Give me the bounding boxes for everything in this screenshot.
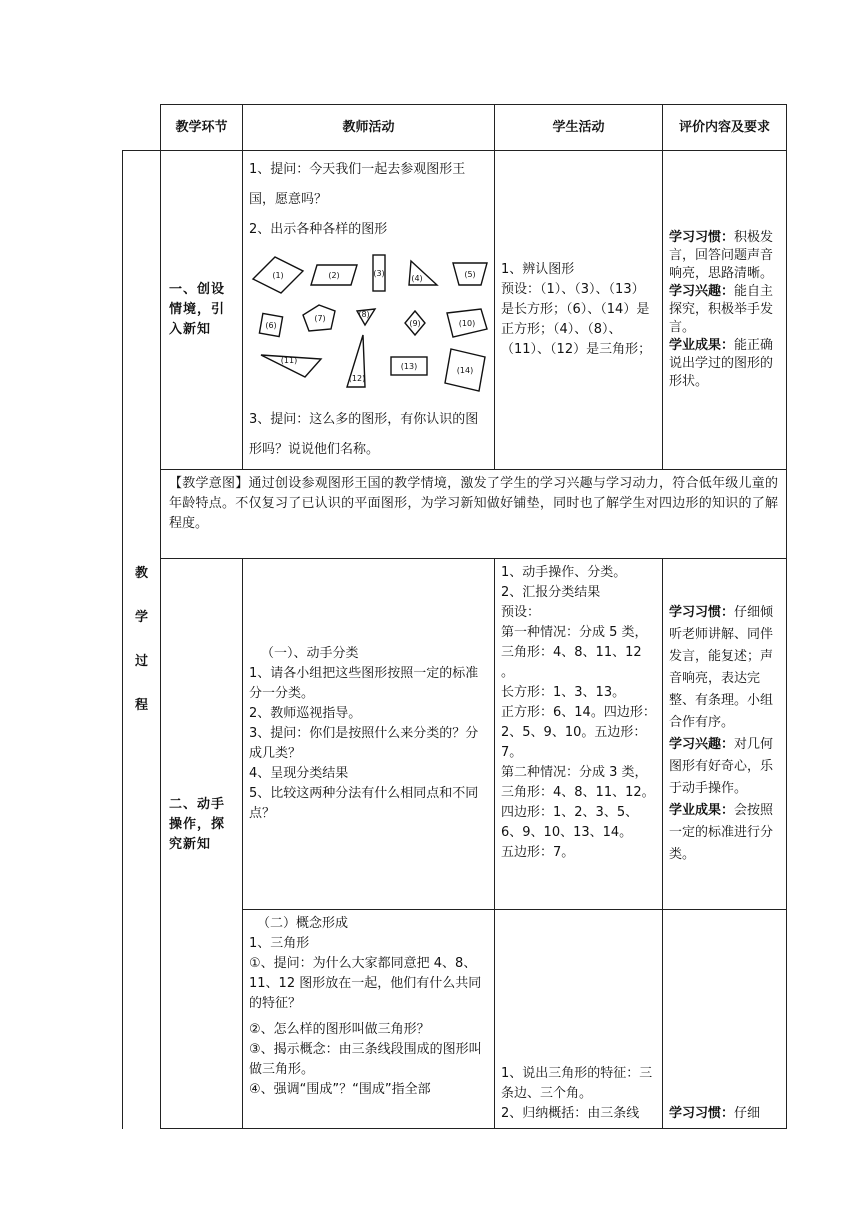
shape-label: (3) [373, 269, 385, 278]
section1-stage: 一、创设情境，引入新知 [161, 151, 243, 470]
student-line: 预设：（1）、（3）、（13）是长方形；（6）、（14）是正方形；（4）、（8）、（11）、（12）是三角形； [501, 282, 652, 357]
section2-part2-eval [663, 910, 787, 1129]
eval-text: 积极发言，回答问题声音响亮，思路清晰。 [669, 230, 774, 281]
section2-part2-teacher [243, 910, 495, 1129]
eval-item [669, 337, 780, 391]
student-line: 第二种情况：分成 3 类， [501, 765, 648, 780]
student-line: 四边形：1、2、3、5、6、9、10、13、14。 [501, 805, 639, 840]
eval-item [669, 229, 780, 283]
teacher-line: 5、比较这两种分法有什么相同点和不同点？ [249, 786, 479, 821]
eval-label: 学习习惯： [669, 230, 735, 245]
student-line: 长方形：1、3、13。 [501, 685, 626, 700]
shape-label: (14) [456, 366, 474, 375]
teacher-line: 3、提问：这么多的图形，有你认识的图形吗？说说他们名称。 [249, 412, 479, 457]
teacher-line: 1、请各小组把这些图形按照一定的标准分一分类。 [249, 666, 479, 701]
teacher-line: 1、三角形 [249, 936, 310, 951]
side-char: 程 [134, 697, 148, 713]
teacher-line: 4、呈现分类结果 [249, 766, 349, 781]
header-blank [123, 105, 161, 151]
student-line: 三角形：4、8、11、12 。 [501, 645, 642, 680]
header-student: 学生活动 [495, 105, 663, 151]
header-eval: 评价内容及要求 [663, 105, 787, 151]
student-line: 预设： [501, 605, 541, 620]
eval-text: 仔细 [734, 1106, 761, 1121]
eval-item [669, 734, 780, 800]
eval-label: 学业成果： [669, 338, 735, 353]
section1-teacher [243, 151, 495, 470]
student-line: 2、归纳概括：由三条线 [501, 1106, 640, 1121]
student-line: 五边形：7。 [501, 845, 575, 860]
eval-item [669, 1104, 780, 1124]
shape-label: (7) [314, 314, 326, 323]
teacher-line: 3、提问：你们是按照什么来分类的？分成几类？ [249, 726, 479, 761]
student-line: 2、汇报分类结果 [501, 585, 601, 600]
eval-label: 学习兴趣： [669, 737, 735, 752]
student-line: 1、辨认图形 [501, 262, 575, 277]
side-label-process [123, 151, 161, 1129]
section1-student [495, 151, 663, 470]
shape-label: (2) [328, 271, 340, 280]
eval-label: 学业成果： [669, 803, 735, 818]
section1-row [123, 151, 787, 470]
teacher-line: 2、教师巡视指导。 [249, 706, 362, 721]
section2-part1-teacher [243, 559, 495, 910]
intent-row [123, 470, 787, 559]
shape-label: (4) [411, 274, 423, 283]
side-char: 教 [134, 565, 148, 581]
section2-part1-eval [663, 559, 787, 910]
eval-text: 会按照一定的标准进行分类。 [669, 803, 774, 862]
teacher-line: （一）、动手分类 [261, 646, 359, 661]
shape-label: (5) [464, 270, 476, 279]
shape-label: (8) [358, 310, 370, 319]
teacher-line: 2、出示各种各样的图形 [249, 222, 388, 237]
eval-text: 能自主探究，积极举手发言。 [669, 284, 774, 335]
student-line: 第一种情况：分成 5 类， [501, 625, 648, 640]
eval-item [669, 800, 780, 866]
student-line: 1、动手操作、分类。 [501, 565, 627, 580]
eval-text: 对几何图形有好奇心，乐于动手操作。 [669, 737, 774, 796]
section2-part2-student [495, 910, 663, 1129]
teacher-line: （二）概念形成 [257, 916, 349, 931]
intent-label: 【教学意图】 [169, 476, 249, 491]
teacher-line: ③、揭示概念：由三条线段围成的图形叫做三角形。 [249, 1042, 482, 1077]
teacher-line: ②、怎么样的图形叫做三角形？ [249, 1022, 430, 1037]
side-char: 学 [134, 609, 148, 625]
header-stage: 教学环节 [161, 105, 243, 151]
section1-eval [663, 151, 787, 470]
eval-item [669, 602, 780, 734]
shape-label: (6) [265, 321, 277, 330]
lesson-table [122, 104, 787, 1129]
shape-label: (11) [280, 356, 298, 365]
shape-label: (1) [272, 271, 284, 280]
student-line: 三角形：4、8、11、12。 [501, 785, 655, 800]
eval-label: 学习习惯： [669, 605, 735, 620]
section2-part1-student [495, 559, 663, 910]
shapes-figure [249, 251, 489, 401]
eval-label: 学习习惯： [669, 1106, 735, 1121]
teaching-intent [161, 470, 787, 559]
eval-text: 能正确说出学过的图形的形状。 [669, 338, 774, 389]
teacher-line: ④、强调“围成”？“围成”指全部 [249, 1082, 431, 1097]
student-line: 正方形：6、14。四边形：2、5、9、10。五边形：7。 [501, 705, 656, 760]
intent-text: 通过创设参观图形王国的教学情境，激发了学生的学习兴趣与学习动力，符合低年级儿童的年龄特点。不仅复习了已认识的平面图形，为学习新知做好铺垫，同时也了解学生对四边形的知识的了解程度。 [169, 476, 778, 531]
teacher-line: ①、提问：为什么大家都同意把 4、8、11、12 图形放在一起，他们有什么共同的特征？ [249, 956, 482, 1011]
student-line: 1、说出三角形的特征：三条边、三个角。 [501, 1066, 653, 1101]
side-char: 过 [134, 653, 148, 669]
header-teacher: 教师活动 [243, 105, 495, 151]
shape-label: (9) [409, 319, 421, 328]
shape-label: (10) [458, 319, 476, 328]
section2-part1-row [123, 559, 787, 910]
eval-label: 学习兴趣： [669, 284, 735, 299]
eval-item [669, 283, 780, 337]
shape-label: (12) [348, 374, 366, 383]
teacher-line: 1、提问：今天我们一起去参观图形王国，愿意吗？ [249, 162, 466, 207]
shape-label: (13) [400, 362, 418, 371]
table-header-row [123, 105, 787, 151]
section2-stage: 二、动手操作，探究新知 [161, 559, 243, 1129]
eval-text: 仔细倾听老师讲解、同伴发言，能复述；声音响亮，表达完整、有条理。小组合作有序。 [669, 605, 774, 730]
